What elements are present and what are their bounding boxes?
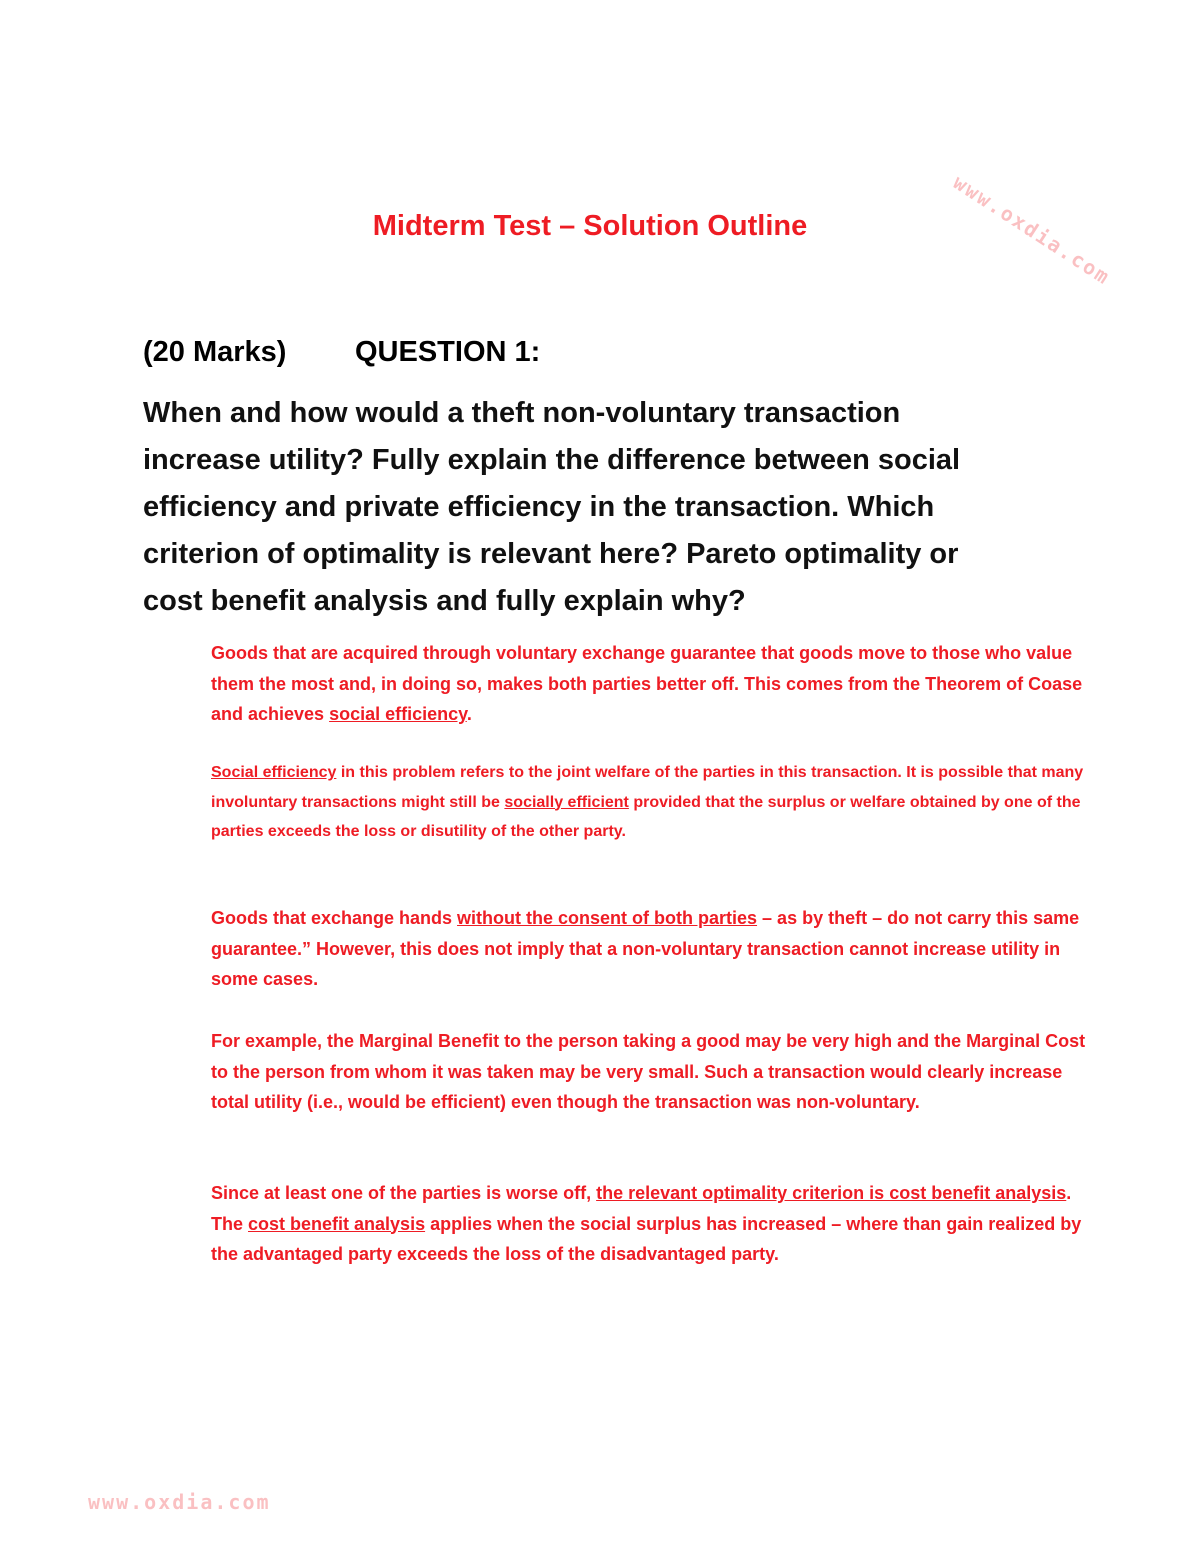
answer-text: Since at least one of the parties is worse off, xyxy=(211,1183,597,1203)
question-header xyxy=(143,332,540,372)
answer-text: in this problem refers to the joint welfare of the parties in this transaction. It is possible that many involuntary transactions might still be xyxy=(211,764,1084,811)
answer-text: . The xyxy=(211,1183,1072,1234)
answer-text: . xyxy=(466,704,472,724)
question-text xyxy=(143,390,1043,625)
answer-text: applies when the social surplus has increased – where than gain realized by the advantaged party exceeds the loss of the disadvantaged party. xyxy=(211,1213,1082,1264)
answer-paragraph-4 xyxy=(211,1026,1091,1118)
answer-paragraph-2 xyxy=(211,758,1091,847)
marks-label: (20 Marks) xyxy=(143,336,287,368)
page-title: Midterm Test – Solution Outline xyxy=(372,210,808,242)
answer-text: Goods that are acquired through voluntary exchange guarantee that goods move to those who value them the most and, in doing so, makes both parties better off. This comes from the Theorem of Coase and achieves xyxy=(211,643,1083,724)
watermark-top: www.oxdia.com xyxy=(948,170,1116,290)
question-line: criterion of optimality is relevant here? Pareto optimality or xyxy=(143,538,959,570)
question-label: QUESTION 1: xyxy=(355,336,541,368)
answer-underlined-term: social efficiency xyxy=(329,704,467,724)
answer-paragraph-1 xyxy=(211,638,1091,730)
question-line: cost benefit analysis and fully explain why? xyxy=(143,585,746,617)
answer-text: For example, the Marginal Benefit to the person taking a good may be very high and the Marginal Cost to the person from whom it was taken may be very small. Such a transaction would clearly increase total utility (i.e., would be efficient) even though the transaction was non-voluntary. xyxy=(211,1031,1086,1112)
answer-text: Goods that exchange hands xyxy=(211,908,458,928)
answer-text: provided that the surplus or welfare obtained by one of the parties exceeds the loss or disutility of the other party. xyxy=(211,793,1081,840)
answer-text: – as by theft – do not carry this same guarantee.” However, this does not imply that a non-voluntary transaction cannot increase utility in some cases. xyxy=(211,908,1080,989)
question-line: efficiency and private efficiency in the transaction. Which xyxy=(143,491,935,523)
answer-underlined-term: without the consent of both parties xyxy=(457,908,758,928)
answer-underlined-term: the relevant optimality criterion is cost benefit analysis xyxy=(596,1183,1067,1203)
question-line: increase utility? Fully explain the difference between social xyxy=(143,444,961,476)
answer-underlined-term: socially efficient xyxy=(504,793,629,811)
answer-underlined-term: cost benefit analysis xyxy=(248,1213,426,1234)
answer-paragraph-5 xyxy=(211,1178,1091,1270)
answer-underlined-term: Social efficiency xyxy=(211,764,337,781)
answer-paragraph-3 xyxy=(211,903,1091,995)
question-line: When and how would a theft non-voluntary transaction xyxy=(143,397,901,429)
watermark-bottom: www.oxdia.com xyxy=(88,1490,271,1514)
